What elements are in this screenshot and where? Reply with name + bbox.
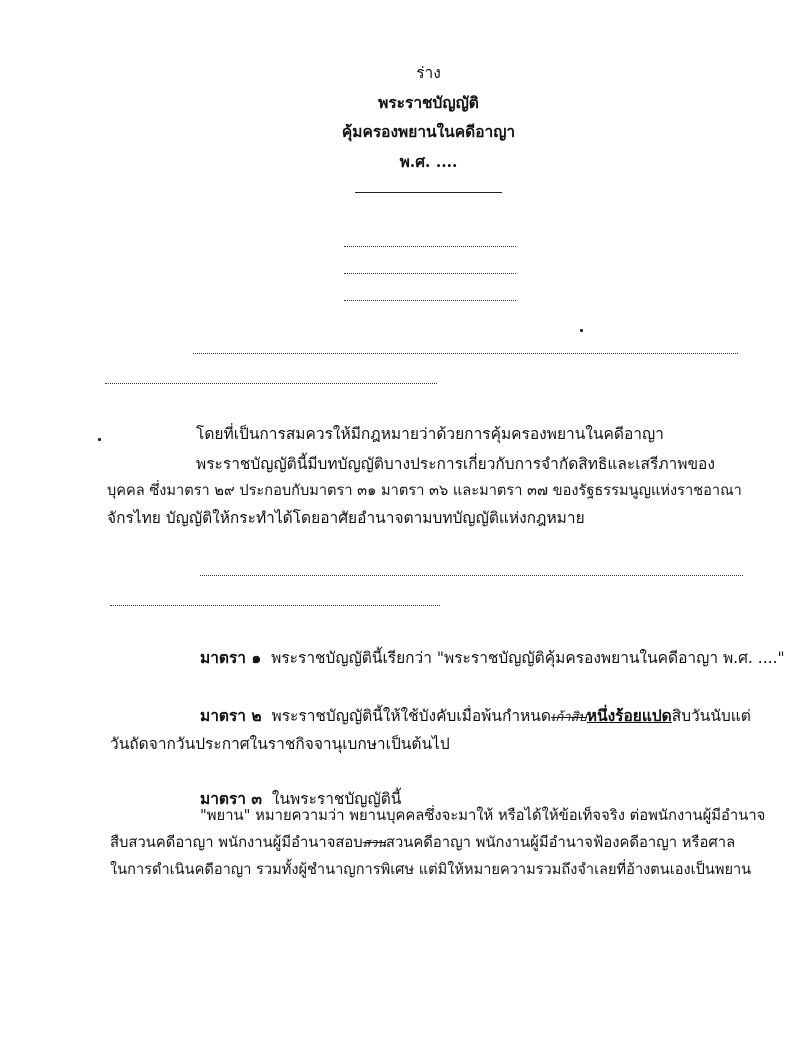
preamble-line: โดยที่เป็นการสมควรให้มีกฎหมายว่าด้วยการคุ้มครองพยานในคดีอาญา (196, 425, 664, 443)
title-underline (355, 192, 502, 193)
section-3-label: มาตรา ๓ (200, 789, 263, 808)
dotted-blank-long (200, 575, 743, 576)
definition-line (110, 833, 735, 853)
section-1-text: พระราชบัญญัตินี้เรียกว่า "พระราชบัญญัติคุ้มครองพยานในคดีอาญา พ.ศ. ...." (271, 649, 785, 667)
definition-line: ในการดำเนินคดีอาญา รวมทั้งผู้ชำนาญการพิเศษ แต่มิให้หมายความรวมถึงจำเลยที่อ้างตนเองเป็นพยาน (110, 861, 752, 878)
section-2 (200, 706, 751, 728)
struck-text: เก้าสิบ (550, 710, 587, 725)
section-2-text: พระราชบัญญัตินี้ให้ใช้บังคับเมื่อพ้นกำหนด (271, 707, 551, 725)
scan-speck (98, 438, 101, 441)
definition-text: สืบสวนคดีอาญา พนักงานผู้มีอำนาจสอบ (110, 834, 363, 851)
section-2-label: มาตรา ๒ (200, 706, 262, 725)
preamble-line: จักรไทย บัญญัติให้กระทำได้โดยอาศัยอำนาจตามบทบัญญัติแห่งกฎหมาย (107, 509, 585, 527)
dotted-blank (344, 300, 516, 301)
definition-text: สวนคดีอาญา พนักงานผู้มีอำนาจฟ้องคดีอาญา หรือศาล (385, 834, 736, 851)
dotted-blank (344, 273, 516, 274)
preamble-line: บุคคล ซึ่งมาตรา ๒๙ ประกอบกับมาตรา ๓๑ มาตรา ๓๖ และมาตรา ๓๗ ของรัฐธรรมนูญแห่งราชอาณา (107, 482, 742, 499)
dotted-blank-long (110, 605, 440, 606)
struck-text: สวน (362, 835, 386, 850)
act-label: พระราชบัญญัติ (378, 93, 479, 112)
section-3-intro: ในพระราชบัญญัตินี้ (271, 790, 402, 808)
draft-label: ร่าง (416, 64, 441, 82)
section-2-line2: วันถัดจากวันประกาศในราชกิจจานุเบกษาเป็นต้นไป (110, 735, 450, 753)
scan-speck (580, 329, 583, 332)
section-1-label: มาตรา ๑ (200, 648, 262, 667)
section-1 (200, 648, 785, 668)
act-title: คุ้มครองพยานในคดีอาญา (341, 122, 516, 141)
act-year: พ.ศ. .... (399, 152, 458, 171)
dotted-blank (344, 246, 516, 247)
section-2-text-cont: สิบวันนับแต่ (671, 707, 751, 725)
dotted-blank-long (105, 383, 437, 384)
dotted-blank-long (193, 353, 738, 354)
inserted-text: หนึ่งร้อยแปด (586, 706, 672, 725)
preamble-line: พระราชบัญญัตินี้มีบทบัญญัติบางประการเกี่ยวกับการจำกัดสิทธิและเสรีภาพของ (196, 455, 715, 473)
definition-line: "พยาน" หมายความว่า พยานบุคคลซึ่งจะมาให้ หรือได้ให้ข้อเท็จจริง ต่อพนักงานผู้มีอำนาจ (200, 807, 766, 824)
